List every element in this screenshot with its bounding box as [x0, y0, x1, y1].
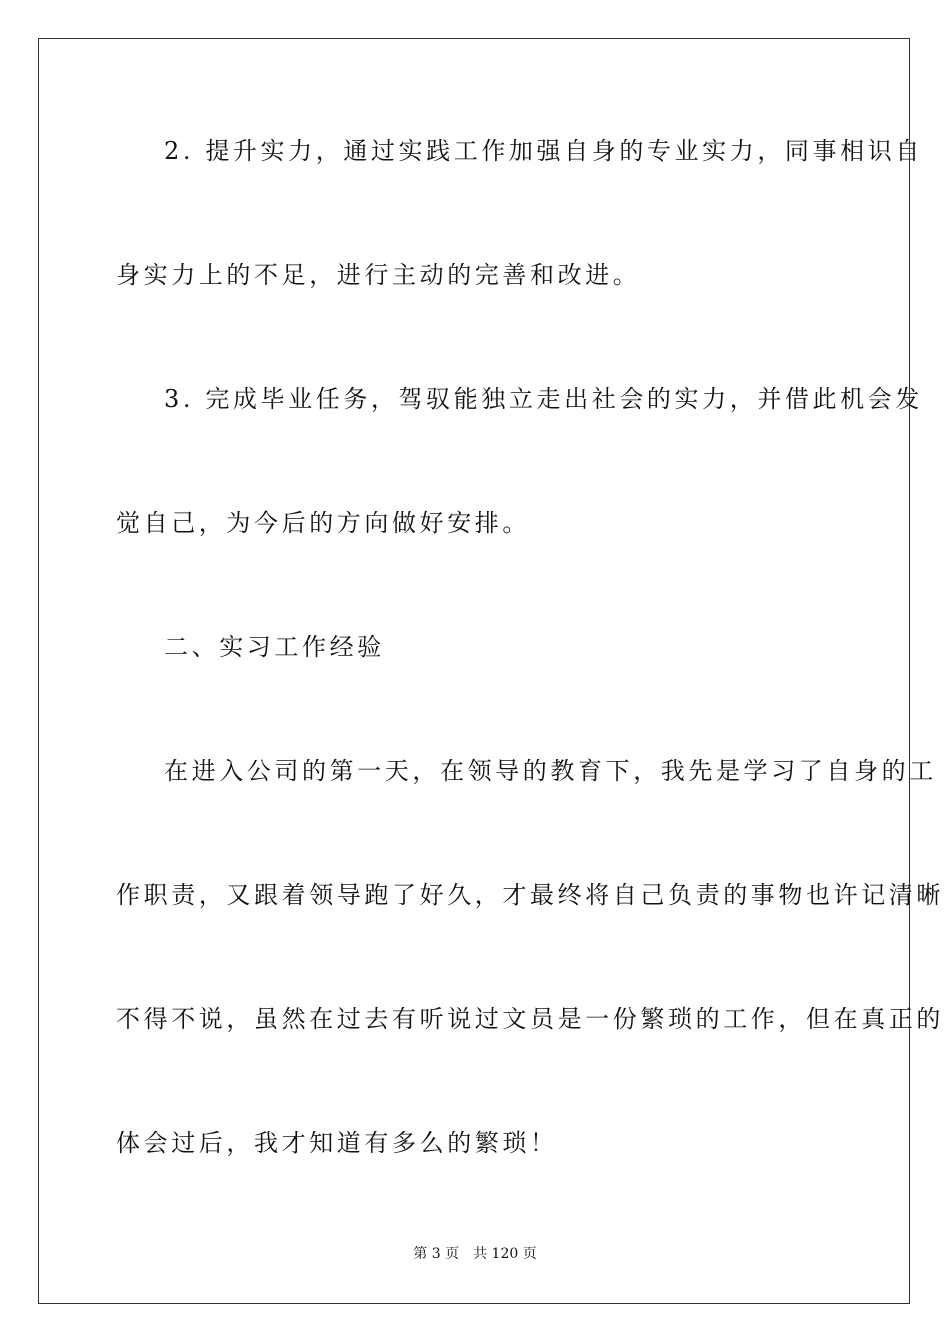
paragraph-2-line-1: 3. 完成毕业任务，驾驭能独立走出社会的实力，并借此机会发 — [164, 385, 923, 413]
page-border — [38, 38, 944, 1304]
section-heading: 二、实习工作经验 — [164, 633, 385, 661]
paragraph-3-line-3: 不得不说，虽然在过去有听说过文员是一份繁琐的工作，但在真正的 — [116, 1005, 944, 1033]
page-total: 共 120 页 — [473, 1246, 537, 1262]
paragraph-2-line-2: 觉自己，为今后的方向做好安排。 — [116, 509, 530, 537]
paragraph-3-line-4: 体会过后，我才知道有多么的繁琐！ — [116, 1129, 558, 1157]
page-number: 第 3 页 — [413, 1246, 460, 1262]
page-footer — [0, 1245, 950, 1263]
paragraph-3-line-1: 在进入公司的第一天，在领导的教育下，我先是学习了自身的工 — [164, 757, 937, 785]
paragraph-3-line-2: 作职责，又跟着领导跑了好久，才最终将自己负责的事物也许记清晰 — [116, 881, 944, 909]
paragraph-1-line-1: 2. 提升实力，通过实践工作加强自身的专业实力，同事相识自 — [164, 137, 923, 165]
paragraph-1-line-2: 身实力上的不足，进行主动的完善和改进。 — [116, 261, 641, 289]
